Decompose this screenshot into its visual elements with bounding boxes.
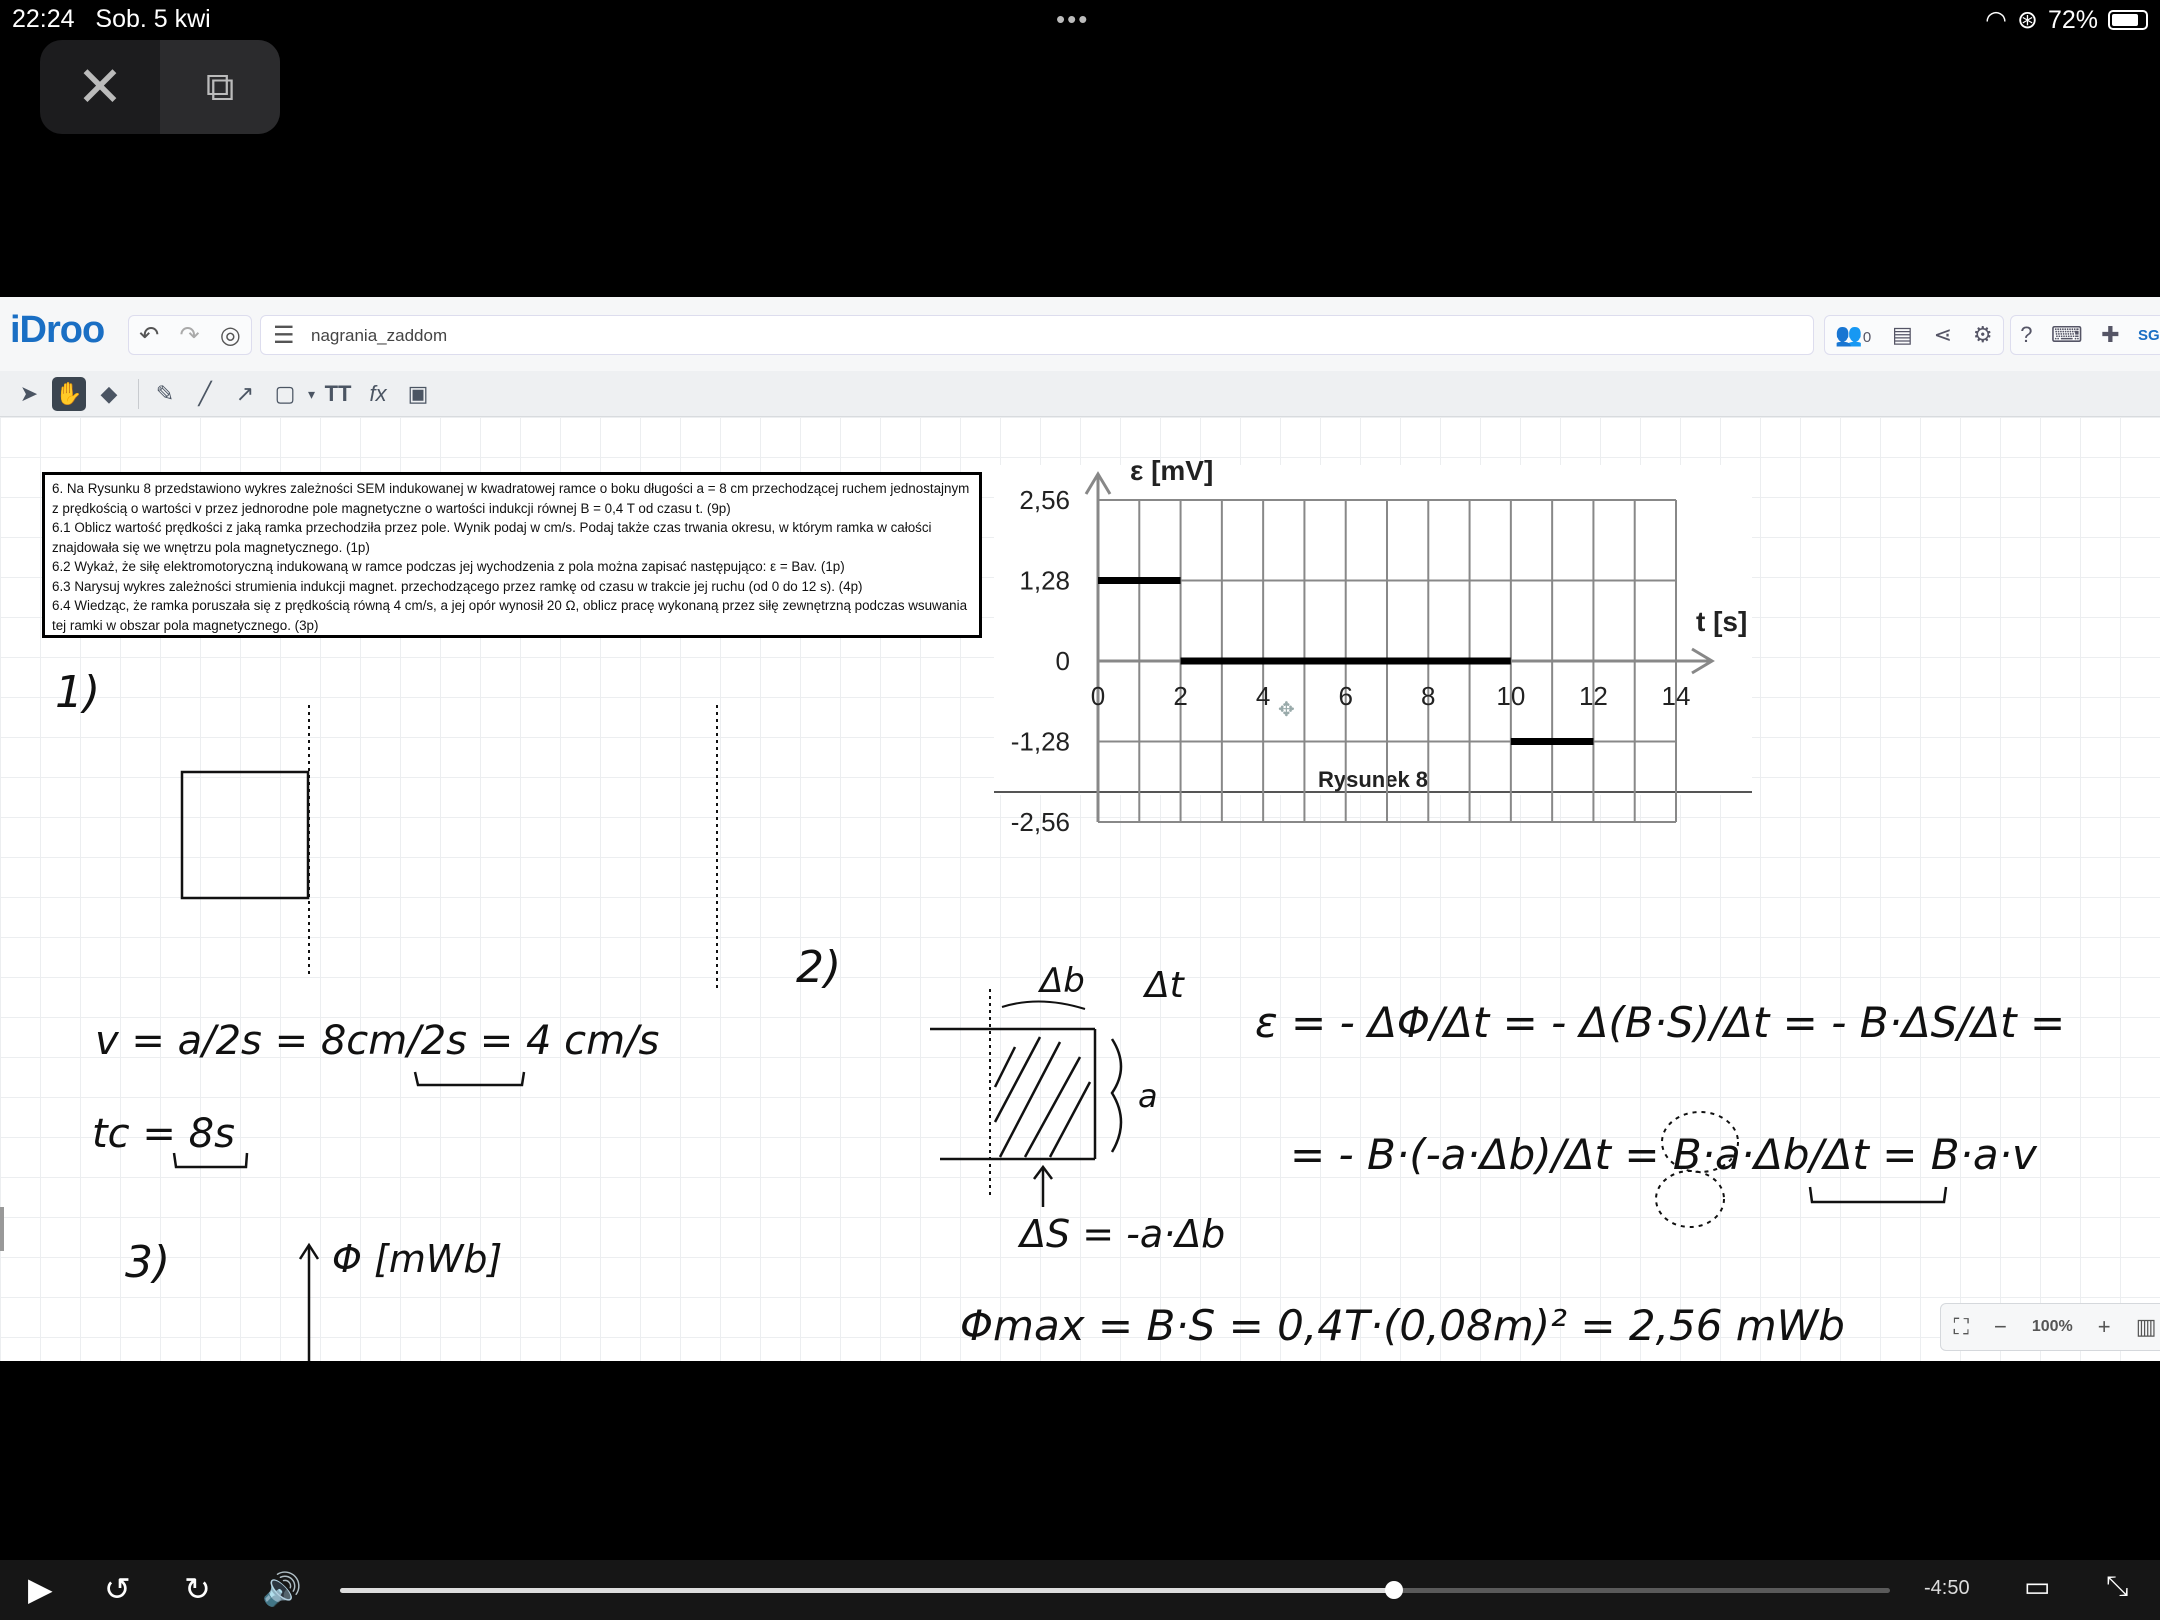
- target-icon[interactable]: ◎: [219, 321, 241, 349]
- chart-x-tick-label: 10: [1496, 681, 1526, 711]
- users-icon[interactable]: 👥0: [1835, 322, 1872, 347]
- fullscreen-exit-icon[interactable]: ⤡: [2106, 1570, 2129, 1601]
- task-intro: 6. Na Rysunku 8 przedstawiono wykres zależności SEM indukowanej w kwadratowej ramce o boku długości a = 8 cm przechodzącej ruchem jednostajnym z prędkością o wartości v przez jednorodne pole magnetyczne o wartości indukcji równej B = 0,4 T od czasu t. (9p): [52, 481, 970, 516]
- hw-emf-line1: ε = - ΔΦ/Δt = - Δ(B·S)/Δt = - B·ΔS/Δt =: [1255, 998, 2066, 1047]
- keyboard-icon[interactable]: ⌨: [2050, 322, 2083, 347]
- user-avatar[interactable]: SG: [2138, 326, 2160, 344]
- tool-group-select: [6, 375, 132, 413]
- fullscreen-icon[interactable]: ⛶: [1953, 1314, 1969, 1339]
- multitask-dots-icon[interactable]: •••: [1056, 4, 1090, 34]
- video-controls-top: [40, 40, 280, 134]
- history-controls: [128, 315, 252, 355]
- hw-phi-max: Φmax = B·S = 0,4T·(0,08m)² = 2,56 mWb: [960, 1301, 1845, 1350]
- chart-y-tick-label: -1,28: [1010, 726, 1070, 757]
- status-time: 22:24 Sob. 5 kwi: [12, 5, 211, 33]
- hw-delta-s: ΔS = -a·Δb: [1020, 1212, 1226, 1256]
- hatched-area: [995, 1037, 1090, 1157]
- share-icon[interactable]: ⋖: [1933, 322, 1953, 347]
- chart-y-tick-label: 2,56: [1019, 485, 1070, 515]
- top-bar: [0, 297, 2160, 371]
- rectangle-tool-icon[interactable]: ▢: [274, 381, 296, 406]
- hw-emf-line2: = - B·(-a·Δb)/Δt = B·a·Δb/Δt = B·a·v: [1290, 1130, 2037, 1179]
- hw-velocity-equation: v = a/2s = 8cm/2s = 4 cm/s: [95, 1018, 660, 1064]
- help-icon[interactable]: ?: [2020, 322, 2033, 347]
- hw-label-1: 1): [55, 667, 101, 718]
- svg-text:a: a: [1138, 1077, 1158, 1115]
- video-progress-knob[interactable]: [1385, 1581, 1403, 1599]
- chart-y-axis-label: ε [mV]: [1130, 455, 1214, 486]
- close-icon: ✕: [76, 55, 124, 118]
- side-handle[interactable]: [0, 1207, 4, 1251]
- video-progress-fill: [340, 1588, 1394, 1593]
- wifi-icon: ◠: [1985, 6, 2007, 34]
- zoom-out-icon[interactable]: −: [1993, 1314, 2007, 1339]
- chart-title: Rysunek 8: [1317, 767, 1429, 792]
- battery-percent: 72%: [2047, 5, 2098, 34]
- chart-x-tick-label: 14: [1661, 681, 1691, 711]
- chart-y-tick-label: -2,56: [1010, 807, 1070, 837]
- settings-gear-icon[interactable]: ⚙: [1972, 322, 1993, 347]
- task-6-4: 6.4 Wiedząc, że ramka poruszała się z prędkością równą 4 cm/s, a jej opór wynosił 20 Ω, oblicz pracę wykonaną przez siłę zewnętrzną podczas wsuwania tej ramki w obszar pola magnetycznego. (3p): [52, 598, 968, 633]
- board-title-bar[interactable]: [260, 315, 1814, 355]
- chart-y-tick-label: 0: [1055, 646, 1070, 676]
- svg-text:Δb: Δb: [1040, 961, 1085, 1001]
- task-6-2: 6.2 Wykaż, że siłę elektromotoryczną indukowaną w ramce podczas jej wychodzenia z pola można zapisać następująco: ε = Bav. (1p): [52, 559, 845, 574]
- hw-label-2: 2): [796, 942, 842, 993]
- time-remaining: -4:50: [1924, 1577, 1970, 1599]
- menu-icon[interactable]: ☰: [273, 322, 295, 349]
- chat-icon[interactable]: ▤: [1891, 322, 1913, 347]
- chart-x-tick-label: 4: [1255, 681, 1271, 711]
- pip-icon: ⧉: [205, 64, 235, 109]
- svg-text:Δt: Δt: [1145, 965, 1184, 1006]
- formula-tool-icon[interactable]: fx: [369, 381, 387, 406]
- hand-tool-icon[interactable]: ✋: [52, 377, 86, 411]
- idroo-app: [0, 297, 2160, 1361]
- move-cursor-icon: ✥: [1278, 699, 1295, 721]
- image-tool-icon[interactable]: ▣: [407, 381, 429, 406]
- ios-status-bar: [0, 0, 2160, 40]
- hw-phi-axis-label: Φ [mWb]: [332, 1237, 503, 1281]
- battery-icon: [2108, 10, 2148, 30]
- board-name: nagrania_zaddom: [311, 326, 448, 345]
- tool-group-draw: [142, 375, 441, 413]
- forward-15-icon[interactable]: ↻: [184, 1571, 211, 1607]
- chart-y-tick-label: 1,28: [1019, 565, 1070, 596]
- line-tool-icon[interactable]: ╱: [198, 381, 212, 406]
- chart-x-tick-label: 2: [1173, 681, 1188, 711]
- arrow-tool-icon[interactable]: ↗: [235, 381, 255, 406]
- zoom-in-icon[interactable]: +: [2097, 1314, 2111, 1339]
- shape-dropdown-icon[interactable]: ▾: [308, 385, 316, 402]
- select-tool-icon[interactable]: ➤: [19, 381, 39, 406]
- pip-mode-icon[interactable]: ▭: [2024, 1571, 2051, 1602]
- idroo-logo: iDroo: [10, 309, 105, 351]
- undo-icon[interactable]: ↶: [139, 321, 160, 349]
- minimap-icon[interactable]: ▥: [2135, 1314, 2157, 1339]
- play-icon[interactable]: ▶: [28, 1571, 53, 1607]
- chart-x-tick-label: 12: [1578, 681, 1608, 711]
- status-right: [1985, 5, 2148, 35]
- picture-in-picture-button[interactable]: [160, 40, 280, 134]
- chart-x-axis-label: t [s]: [1696, 606, 1748, 637]
- uk-flag-icon[interactable]: ✚: [2101, 322, 2120, 347]
- text-tool-icon[interactable]: TT: [324, 381, 352, 406]
- eraser-tool-icon[interactable]: ◆: [100, 381, 118, 406]
- video-player-bar: [0, 1560, 2160, 1620]
- help-controls: [2010, 315, 2160, 355]
- redo-icon[interactable]: ↷: [179, 321, 200, 349]
- video-progress-bar[interactable]: [340, 1588, 1890, 1593]
- task-6-3: 6.3 Narysuj wykres zależności strumienia indukcji magnet. przechodzącego przez ramkę od czasu w trakcie jej ruchu (od 0 do 12 s). (4p): [52, 578, 863, 594]
- orientation-lock-icon: ⊛: [2017, 6, 2038, 34]
- hw-period: tc = 8s: [92, 1111, 235, 1157]
- collab-controls: [1824, 315, 2004, 355]
- pen-tool-icon[interactable]: ✎: [155, 381, 175, 406]
- chart-x-tick-label: 6: [1338, 681, 1353, 711]
- frame-square: [182, 772, 308, 898]
- chart-x-tick-label: 8: [1421, 681, 1436, 711]
- zoom-controls: [1940, 1303, 2160, 1351]
- close-video-button[interactable]: [40, 40, 160, 134]
- hw-label-3: 3): [125, 1237, 171, 1288]
- chart-x-tick-label: 0: [1090, 681, 1106, 711]
- whiteboard-canvas[interactable]: [0, 417, 2160, 1361]
- rewind-15-icon[interactable]: ↺: [104, 1571, 131, 1607]
- volume-icon[interactable]: 🔊: [262, 1571, 302, 1607]
- tool-bar: [0, 371, 2160, 417]
- task-6-1: 6.1 Oblicz wartość prędkości z jaką ramka przechodziła przez pole. Wynik podaj w cm/s. Podaj także czas trwania okresu, w którym ramka w całości znajdowała się we wnętrzu pola magnetycznego. (1p): [52, 520, 932, 555]
- handwritten-notes: [0, 417, 2160, 1361]
- zoom-level[interactable]: 100%: [2031, 1318, 2073, 1335]
